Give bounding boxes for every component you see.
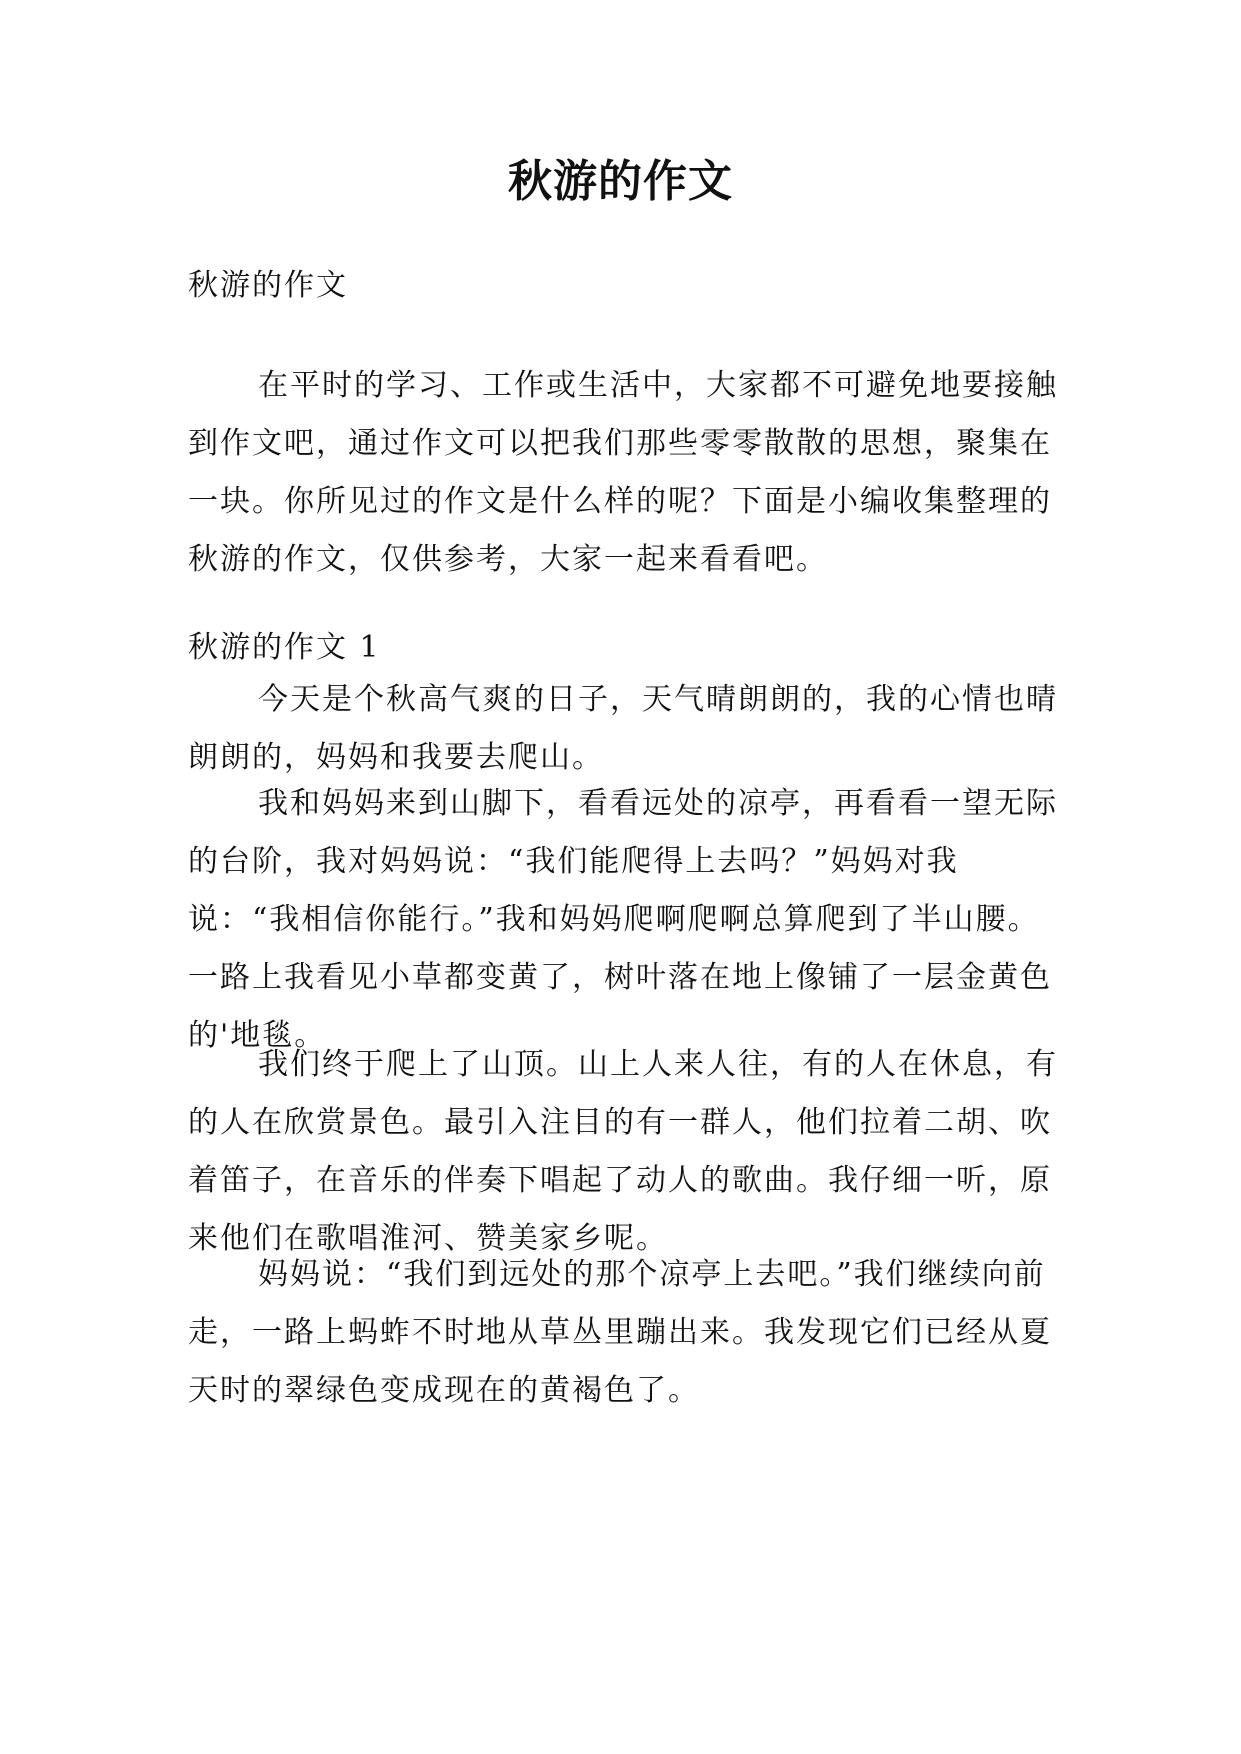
body-paragraph-1: 今天是个秋高气爽的日子，天气晴朗朗的，我的心情也晴朗朗的，妈妈和我要去爬山。 [188,682,1058,775]
section-heading: 秋游的作文 1 [188,630,381,665]
body-paragraph-3: 我们终于爬上了山顶。山上人来人往，有的人在休息，有的人在欣赏景色。最引入注目的有一群人，他们拉着二胡、吹着笛子，在音乐的伴奏下唱起了动人的歌曲。我仔细一听，原来他们在歌唱淮河、赞美家乡呢。 [188,1047,1058,1256]
body-paragraph-4: 妈妈说：“我们到远处的那个凉亭上去吧。”我们继续向前走，一路上蚂蚱不时地从草丛里蹦出来。我发现它们已经从夏天时的翠绿色变成现在的黄褐色了。 [188,1257,1052,1408]
document-title: 秋游的作文 [508,156,733,207]
document-subtitle: 秋游的作文 [188,268,348,303]
intro-paragraph: 在平时的学习、工作或生活中，大家都不可避免地要接触到作文吧，通过作文可以把我们那些零零散散的思想，聚集在一块。你所见过的作文是什么样的呢？下面是小编收集整理的秋游的作文，仅供参考，大家一起来看看吧。 [188,368,1058,577]
body-paragraph-2: 我和妈妈来到山脚下，看看远处的凉亭，再看看一望无际的台阶，我对妈妈说：“我们能爬得上去吗？”妈妈对我说：“我相信你能行。”我和妈妈爬啊爬啊总算爬到了半山腰。一路上我看见小草都变黄了，树叶落在地上像铺了一层金黄色的'地毯。 [188,786,1058,1053]
